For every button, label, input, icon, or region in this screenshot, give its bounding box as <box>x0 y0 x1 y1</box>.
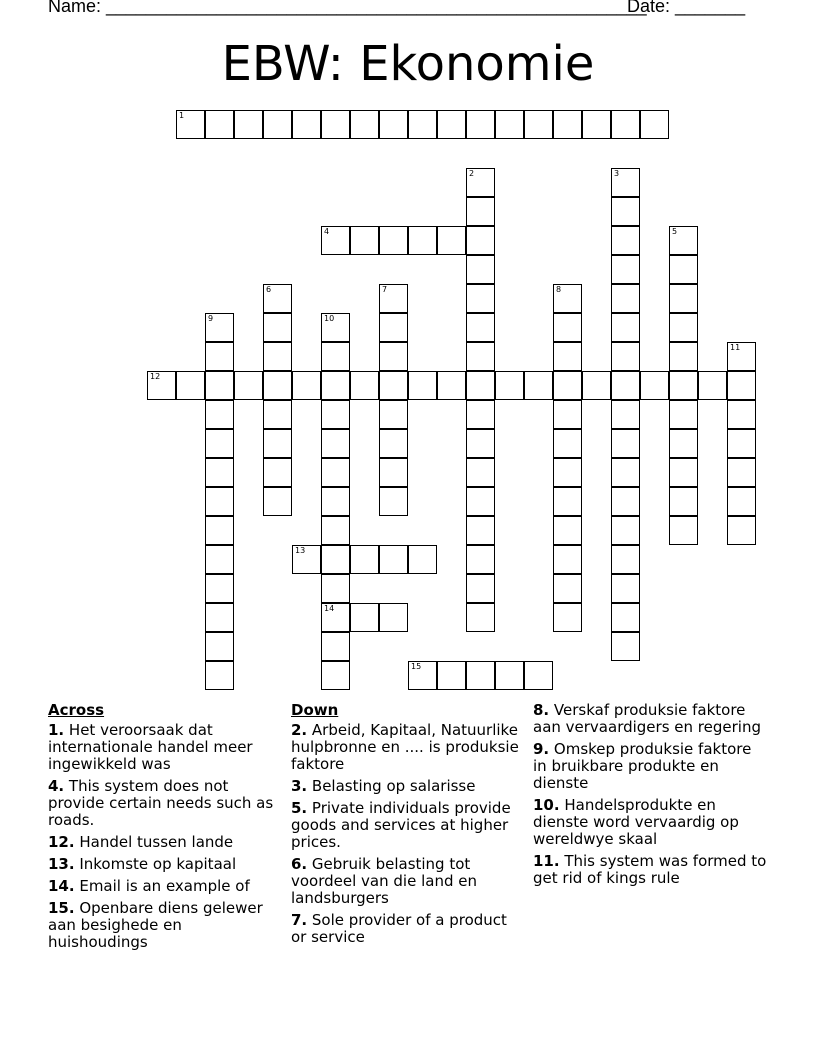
grid-cell[interactable] <box>669 342 698 371</box>
grid-cell[interactable] <box>727 342 756 371</box>
grid-cell[interactable] <box>205 516 234 545</box>
grid-cell[interactable] <box>611 400 640 429</box>
grid-cell[interactable] <box>611 226 640 255</box>
clue-item <box>533 702 769 736</box>
grid-cell[interactable] <box>611 197 640 226</box>
grid-cell[interactable] <box>437 226 466 255</box>
clue-text: Private individuals provide goods and services at higher prices. <box>291 799 511 851</box>
grid-cell[interactable] <box>176 110 205 139</box>
grid-cell[interactable] <box>553 429 582 458</box>
clue-text: Handelsprodukte en dienste word vervaardig op wereldwye skaal <box>533 796 739 848</box>
clue-text: Verskaf produksie faktore aan vervaardigers en regering <box>533 701 761 736</box>
grid-cell[interactable] <box>205 574 234 603</box>
grid-cell[interactable] <box>466 458 495 487</box>
grid-cell[interactable] <box>524 371 553 400</box>
grid-cell[interactable] <box>350 226 379 255</box>
grid-cell[interactable] <box>379 342 408 371</box>
grid-cell[interactable] <box>611 458 640 487</box>
across-clues <box>48 702 284 956</box>
grid-cell[interactable] <box>611 574 640 603</box>
grid-cell[interactable] <box>669 516 698 545</box>
grid-cell[interactable] <box>669 458 698 487</box>
grid-cell[interactable] <box>611 168 640 197</box>
clue-item <box>291 778 527 795</box>
grid-cell[interactable] <box>379 400 408 429</box>
grid-cell[interactable] <box>669 284 698 313</box>
grid-cell[interactable] <box>466 255 495 284</box>
grid-cell[interactable] <box>495 661 524 690</box>
cell-number: 8 <box>556 285 562 294</box>
grid-cell[interactable] <box>321 574 350 603</box>
grid-cell[interactable] <box>727 400 756 429</box>
cell-number: 12 <box>150 372 161 381</box>
grid-cell[interactable] <box>466 197 495 226</box>
cell-number: 4 <box>324 227 330 236</box>
grid-cell[interactable] <box>727 458 756 487</box>
grid-cell[interactable] <box>147 371 176 400</box>
grid-cell[interactable] <box>321 487 350 516</box>
grid-cell[interactable] <box>669 226 698 255</box>
grid-cell[interactable] <box>379 429 408 458</box>
grid-cell[interactable] <box>205 487 234 516</box>
grid-cell[interactable] <box>321 516 350 545</box>
grid-cell[interactable] <box>524 661 553 690</box>
grid-cell[interactable] <box>727 371 756 400</box>
clue-number: 10. <box>533 796 560 814</box>
grid-cell[interactable] <box>611 516 640 545</box>
page-title: EBW: Ekonomie <box>221 36 595 92</box>
cell-number: 13 <box>295 546 306 555</box>
grid-cell[interactable] <box>321 661 350 690</box>
clue-text: Inkomste op kapitaal <box>74 855 237 873</box>
grid-cell[interactable] <box>292 110 321 139</box>
grid-cell[interactable] <box>611 110 640 139</box>
grid-cell[interactable] <box>669 255 698 284</box>
grid-cell[interactable] <box>263 458 292 487</box>
cell-number: 9 <box>208 314 214 323</box>
grid-cell[interactable] <box>408 545 437 574</box>
grid-cell[interactable] <box>611 487 640 516</box>
grid-cell[interactable] <box>611 255 640 284</box>
clue-number: 11. <box>533 852 560 870</box>
clue-text: Omskep produksie faktore in bruikbare produkte en dienste <box>533 740 752 792</box>
clue-item <box>48 878 284 895</box>
clue-number: 2. <box>291 721 308 739</box>
grid-cell[interactable] <box>321 313 350 342</box>
down-clues <box>291 702 527 951</box>
grid-cell[interactable] <box>321 632 350 661</box>
grid-cell[interactable] <box>321 458 350 487</box>
grid-cell[interactable] <box>611 429 640 458</box>
clue-number: 3. <box>291 777 308 795</box>
grid-cell[interactable] <box>466 661 495 690</box>
grid-cell[interactable] <box>466 400 495 429</box>
grid-cell[interactable] <box>205 429 234 458</box>
clue-number: 6. <box>291 855 308 873</box>
clue-number: 13. <box>48 855 75 873</box>
grid-cell[interactable] <box>263 284 292 313</box>
grid-cell[interactable] <box>321 342 350 371</box>
grid-cell[interactable] <box>263 429 292 458</box>
grid-cell[interactable] <box>205 110 234 139</box>
cell-number: 10 <box>324 314 335 323</box>
cell-number: 2 <box>469 169 475 178</box>
clue-item <box>48 778 284 829</box>
grid-cell[interactable] <box>640 371 669 400</box>
grid-cell[interactable] <box>611 313 640 342</box>
clue-item <box>48 856 284 873</box>
grid-cell[interactable] <box>466 371 495 400</box>
grid-cell[interactable] <box>553 458 582 487</box>
grid-cell[interactable] <box>408 110 437 139</box>
clue-item <box>533 797 769 848</box>
clue-item <box>533 741 769 792</box>
clue-text: Arbeid, Kapitaal, Natuurlike hulpbronne en .... is produksie faktore <box>291 721 519 773</box>
clue-item <box>48 834 284 851</box>
clue-text: Het veroorsaak dat internationale handel meer ingewikkeld was <box>48 721 253 773</box>
grid-cell[interactable] <box>234 371 263 400</box>
grid-cell[interactable] <box>321 371 350 400</box>
date-field[interactable]: Date: _______ <box>627 0 746 16</box>
across-heading: Across <box>48 701 105 719</box>
grid-cell[interactable] <box>205 545 234 574</box>
grid-cell[interactable] <box>205 313 234 342</box>
clue-item <box>533 853 769 887</box>
clue-text: This system does not provide certain needs such as roads. <box>48 777 274 829</box>
grid-cell[interactable] <box>553 603 582 632</box>
grid-cell[interactable] <box>350 545 379 574</box>
grid-cell[interactable] <box>611 342 640 371</box>
grid-cell[interactable] <box>582 371 611 400</box>
grid-cell[interactable] <box>205 371 234 400</box>
grid-cell[interactable] <box>234 110 263 139</box>
clue-item <box>48 722 284 773</box>
down-heading: Down <box>291 701 339 719</box>
clue-item <box>48 900 284 951</box>
grid-cell[interactable] <box>437 661 466 690</box>
cell-number: 7 <box>382 285 388 294</box>
grid-cell[interactable] <box>205 458 234 487</box>
grid-cell[interactable] <box>466 516 495 545</box>
grid-cell[interactable] <box>263 487 292 516</box>
grid-cell[interactable] <box>640 110 669 139</box>
grid-cell[interactable] <box>611 371 640 400</box>
grid-cell[interactable] <box>669 313 698 342</box>
grid-cell[interactable] <box>321 545 350 574</box>
grid-cell[interactable] <box>205 603 234 632</box>
grid-cell[interactable] <box>466 574 495 603</box>
grid-cell[interactable] <box>350 110 379 139</box>
grid-cell[interactable] <box>553 545 582 574</box>
grid-cell[interactable] <box>466 226 495 255</box>
grid-cell[interactable] <box>437 110 466 139</box>
clue-item <box>291 722 527 773</box>
grid-cell[interactable] <box>553 284 582 313</box>
grid-cell[interactable] <box>553 342 582 371</box>
grid-cell[interactable] <box>553 487 582 516</box>
grid-cell[interactable] <box>176 371 205 400</box>
name-field[interactable]: Name: ______________________________________________________ <box>48 0 647 16</box>
grid-cell[interactable] <box>321 603 350 632</box>
clue-text: Gebruik belasting tot voordeel van die land en landsburgers <box>291 855 477 907</box>
grid-cell[interactable] <box>379 226 408 255</box>
grid-cell[interactable] <box>553 400 582 429</box>
grid-cell[interactable] <box>495 371 524 400</box>
clue-text: Belasting op salarisse <box>307 777 476 795</box>
grid-cell[interactable] <box>205 400 234 429</box>
grid-cell[interactable] <box>263 313 292 342</box>
grid-cell[interactable] <box>292 545 321 574</box>
down-clues-continued <box>533 702 769 892</box>
grid-cell[interactable] <box>466 168 495 197</box>
grid-cell[interactable] <box>727 487 756 516</box>
cell-number: 3 <box>614 169 620 178</box>
cell-number: 15 <box>411 662 422 671</box>
grid-cell[interactable] <box>263 110 292 139</box>
grid-cell[interactable] <box>379 313 408 342</box>
clue-number: 14. <box>48 877 75 895</box>
grid-cell[interactable] <box>321 226 350 255</box>
clue-number: 4. <box>48 777 65 795</box>
grid-cell[interactable] <box>205 661 234 690</box>
grid-cell[interactable] <box>292 371 321 400</box>
grid-cell[interactable] <box>553 110 582 139</box>
grid-cell[interactable] <box>466 284 495 313</box>
grid-cell[interactable] <box>611 603 640 632</box>
cell-number: 5 <box>672 227 678 236</box>
clue-text: Handel tussen lande <box>74 833 234 851</box>
grid-cell[interactable] <box>698 371 727 400</box>
clue-item <box>291 912 527 946</box>
grid-cell[interactable] <box>263 400 292 429</box>
clue-number: 12. <box>48 833 75 851</box>
grid-cell[interactable] <box>263 342 292 371</box>
clue-number: 8. <box>533 701 550 719</box>
clue-text: Sole provider of a product or service <box>291 911 507 946</box>
grid-cell[interactable] <box>350 603 379 632</box>
grid-cell[interactable] <box>495 110 524 139</box>
grid-cell[interactable] <box>408 661 437 690</box>
grid-cell[interactable] <box>727 429 756 458</box>
grid-cell[interactable] <box>582 110 611 139</box>
grid-cell[interactable] <box>466 603 495 632</box>
grid-cell[interactable] <box>321 400 350 429</box>
grid-cell[interactable] <box>408 226 437 255</box>
clue-number: 9. <box>533 740 550 758</box>
grid-cell[interactable] <box>466 429 495 458</box>
grid-cell[interactable] <box>350 371 379 400</box>
grid-cell[interactable] <box>466 313 495 342</box>
clue-text: This system was formed to get rid of kings rule <box>533 852 767 887</box>
cell-number: 6 <box>266 285 272 294</box>
grid-cell[interactable] <box>205 632 234 661</box>
grid-cell[interactable] <box>553 313 582 342</box>
cell-number: 11 <box>730 343 741 352</box>
grid-cell[interactable] <box>727 516 756 545</box>
clue-number: 5. <box>291 799 308 817</box>
grid-cell[interactable] <box>379 110 408 139</box>
grid-cell[interactable] <box>321 110 350 139</box>
cell-number: 1 <box>179 111 185 120</box>
grid-cell[interactable] <box>466 110 495 139</box>
grid-cell[interactable] <box>263 371 292 400</box>
grid-cell[interactable] <box>466 487 495 516</box>
clue-number: 15. <box>48 899 75 917</box>
grid-cell[interactable] <box>553 574 582 603</box>
grid-cell[interactable] <box>669 371 698 400</box>
clue-number: 1. <box>48 721 65 739</box>
grid-cell[interactable] <box>611 632 640 661</box>
grid-cell[interactable] <box>321 429 350 458</box>
cell-number: 14 <box>324 604 335 613</box>
grid-cell[interactable] <box>379 371 408 400</box>
clue-number: 7. <box>291 911 308 929</box>
grid-cell[interactable] <box>205 342 234 371</box>
grid-cell[interactable] <box>466 342 495 371</box>
grid-cell[interactable] <box>553 516 582 545</box>
grid-cell[interactable] <box>669 487 698 516</box>
grid-cell[interactable] <box>611 545 640 574</box>
clue-item <box>291 856 527 907</box>
grid-cell[interactable] <box>611 284 640 313</box>
clue-item <box>291 800 527 851</box>
clue-text: Openbare diens gelewer aan besighede en huishoudings <box>48 899 263 951</box>
grid-cell[interactable] <box>669 400 698 429</box>
grid-cell[interactable] <box>379 284 408 313</box>
grid-cell[interactable] <box>437 371 466 400</box>
grid-cell[interactable] <box>408 371 437 400</box>
grid-cell[interactable] <box>379 458 408 487</box>
grid-cell[interactable] <box>379 487 408 516</box>
grid-cell[interactable] <box>669 429 698 458</box>
grid-cell[interactable] <box>466 545 495 574</box>
grid-cell[interactable] <box>379 603 408 632</box>
clue-text: Email is an example of <box>74 877 250 895</box>
grid-cell[interactable] <box>524 110 553 139</box>
grid-cell[interactable] <box>379 545 408 574</box>
grid-cell[interactable] <box>553 371 582 400</box>
